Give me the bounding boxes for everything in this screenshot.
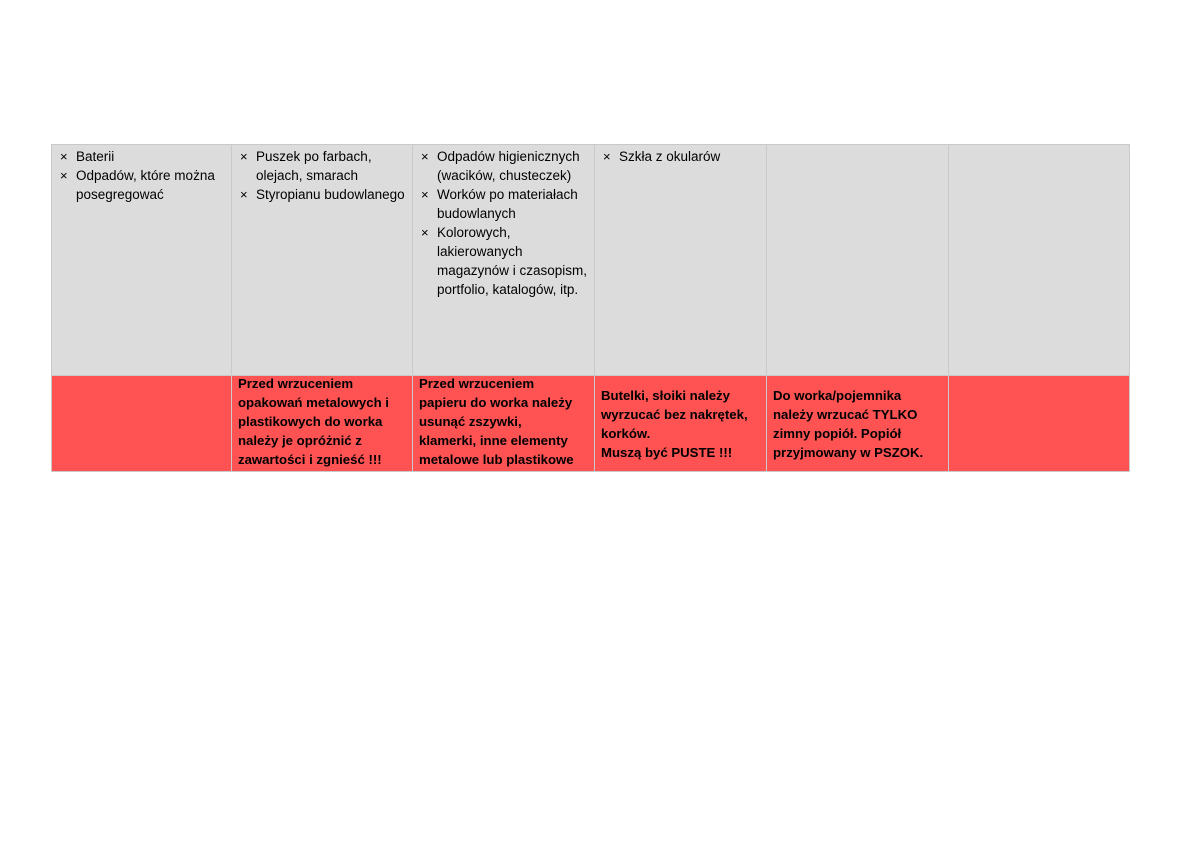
list-item-text: Worków po materiałach budowlanych (437, 187, 578, 221)
list-item-text: Baterii (76, 149, 115, 164)
x-mark-icon: × (240, 187, 248, 202)
note-text: Przed wrzuceniem opakowań metalowych i plastikowych do worka należy je opróżnić z zawartości i zgnieść !!! (238, 376, 389, 467)
note-text: Do worka/pojemnika należy wrzucać TYLKO zimny popiół. Popiół przyjmowany w PSZOK. (773, 387, 924, 460)
prohibited-list-4 (595, 145, 766, 166)
prohibited-list-1 (52, 145, 231, 204)
note-cell-1 (52, 376, 232, 472)
list-item-text: Kolorowych, lakierowanych magazynów i czasopism, portfolio, katalogów, itp. (437, 225, 588, 297)
note-cell-5 (767, 376, 949, 472)
note-cell-3 (413, 376, 595, 472)
list-item (58, 147, 225, 166)
x-mark-icon: × (421, 187, 429, 202)
prohibited-cell-6 (949, 145, 1130, 376)
prohibited-cell-3 (413, 145, 595, 376)
list-item (238, 185, 406, 204)
list-item-text: Szkła z okularów (619, 149, 721, 164)
x-mark-icon: × (421, 149, 429, 164)
list-item (419, 147, 588, 185)
x-mark-icon: × (60, 168, 68, 183)
prohibited-cell-4 (595, 145, 767, 376)
prohibited-cell-5 (767, 145, 949, 376)
note-cell-6 (949, 376, 1130, 472)
list-item (238, 147, 406, 185)
prohibited-cell-2 (232, 145, 413, 376)
note-text: Butelki, słoiki należy wyrzucać bez nakrętek, korków. Muszą być PUSTE !!! (601, 387, 748, 460)
prohibited-list-3 (413, 145, 594, 299)
list-item (419, 223, 588, 299)
note-cell-2 (232, 376, 413, 472)
list-item (58, 166, 225, 204)
list-item-text: Puszek po farbach, olejach, smarach (256, 149, 372, 183)
list-item-text: Odpadów higienicznych (wacików, chusteczek) (437, 149, 580, 183)
x-mark-icon: × (421, 225, 429, 240)
list-item (419, 185, 588, 223)
note-text: Przed wrzuceniem papieru do worka należy usunąć zszywki, klamerki, inne elementy metalowe lub plastikowe (419, 376, 574, 467)
list-item (601, 147, 760, 166)
x-mark-icon: × (60, 149, 68, 164)
x-mark-icon: × (240, 149, 248, 164)
list-item-text: Odpadów, które można posegregować (76, 168, 215, 202)
waste-rules-table (51, 144, 1130, 472)
prohibited-items-row (52, 145, 1130, 376)
prohibited-cell-1 (52, 145, 232, 376)
list-item-text: Styropianu budowlanego (256, 187, 405, 202)
waste-rules-table-container (51, 144, 1129, 472)
notes-row (52, 376, 1130, 472)
prohibited-list-2 (232, 145, 412, 204)
note-cell-4 (595, 376, 767, 472)
x-mark-icon: × (603, 149, 611, 164)
